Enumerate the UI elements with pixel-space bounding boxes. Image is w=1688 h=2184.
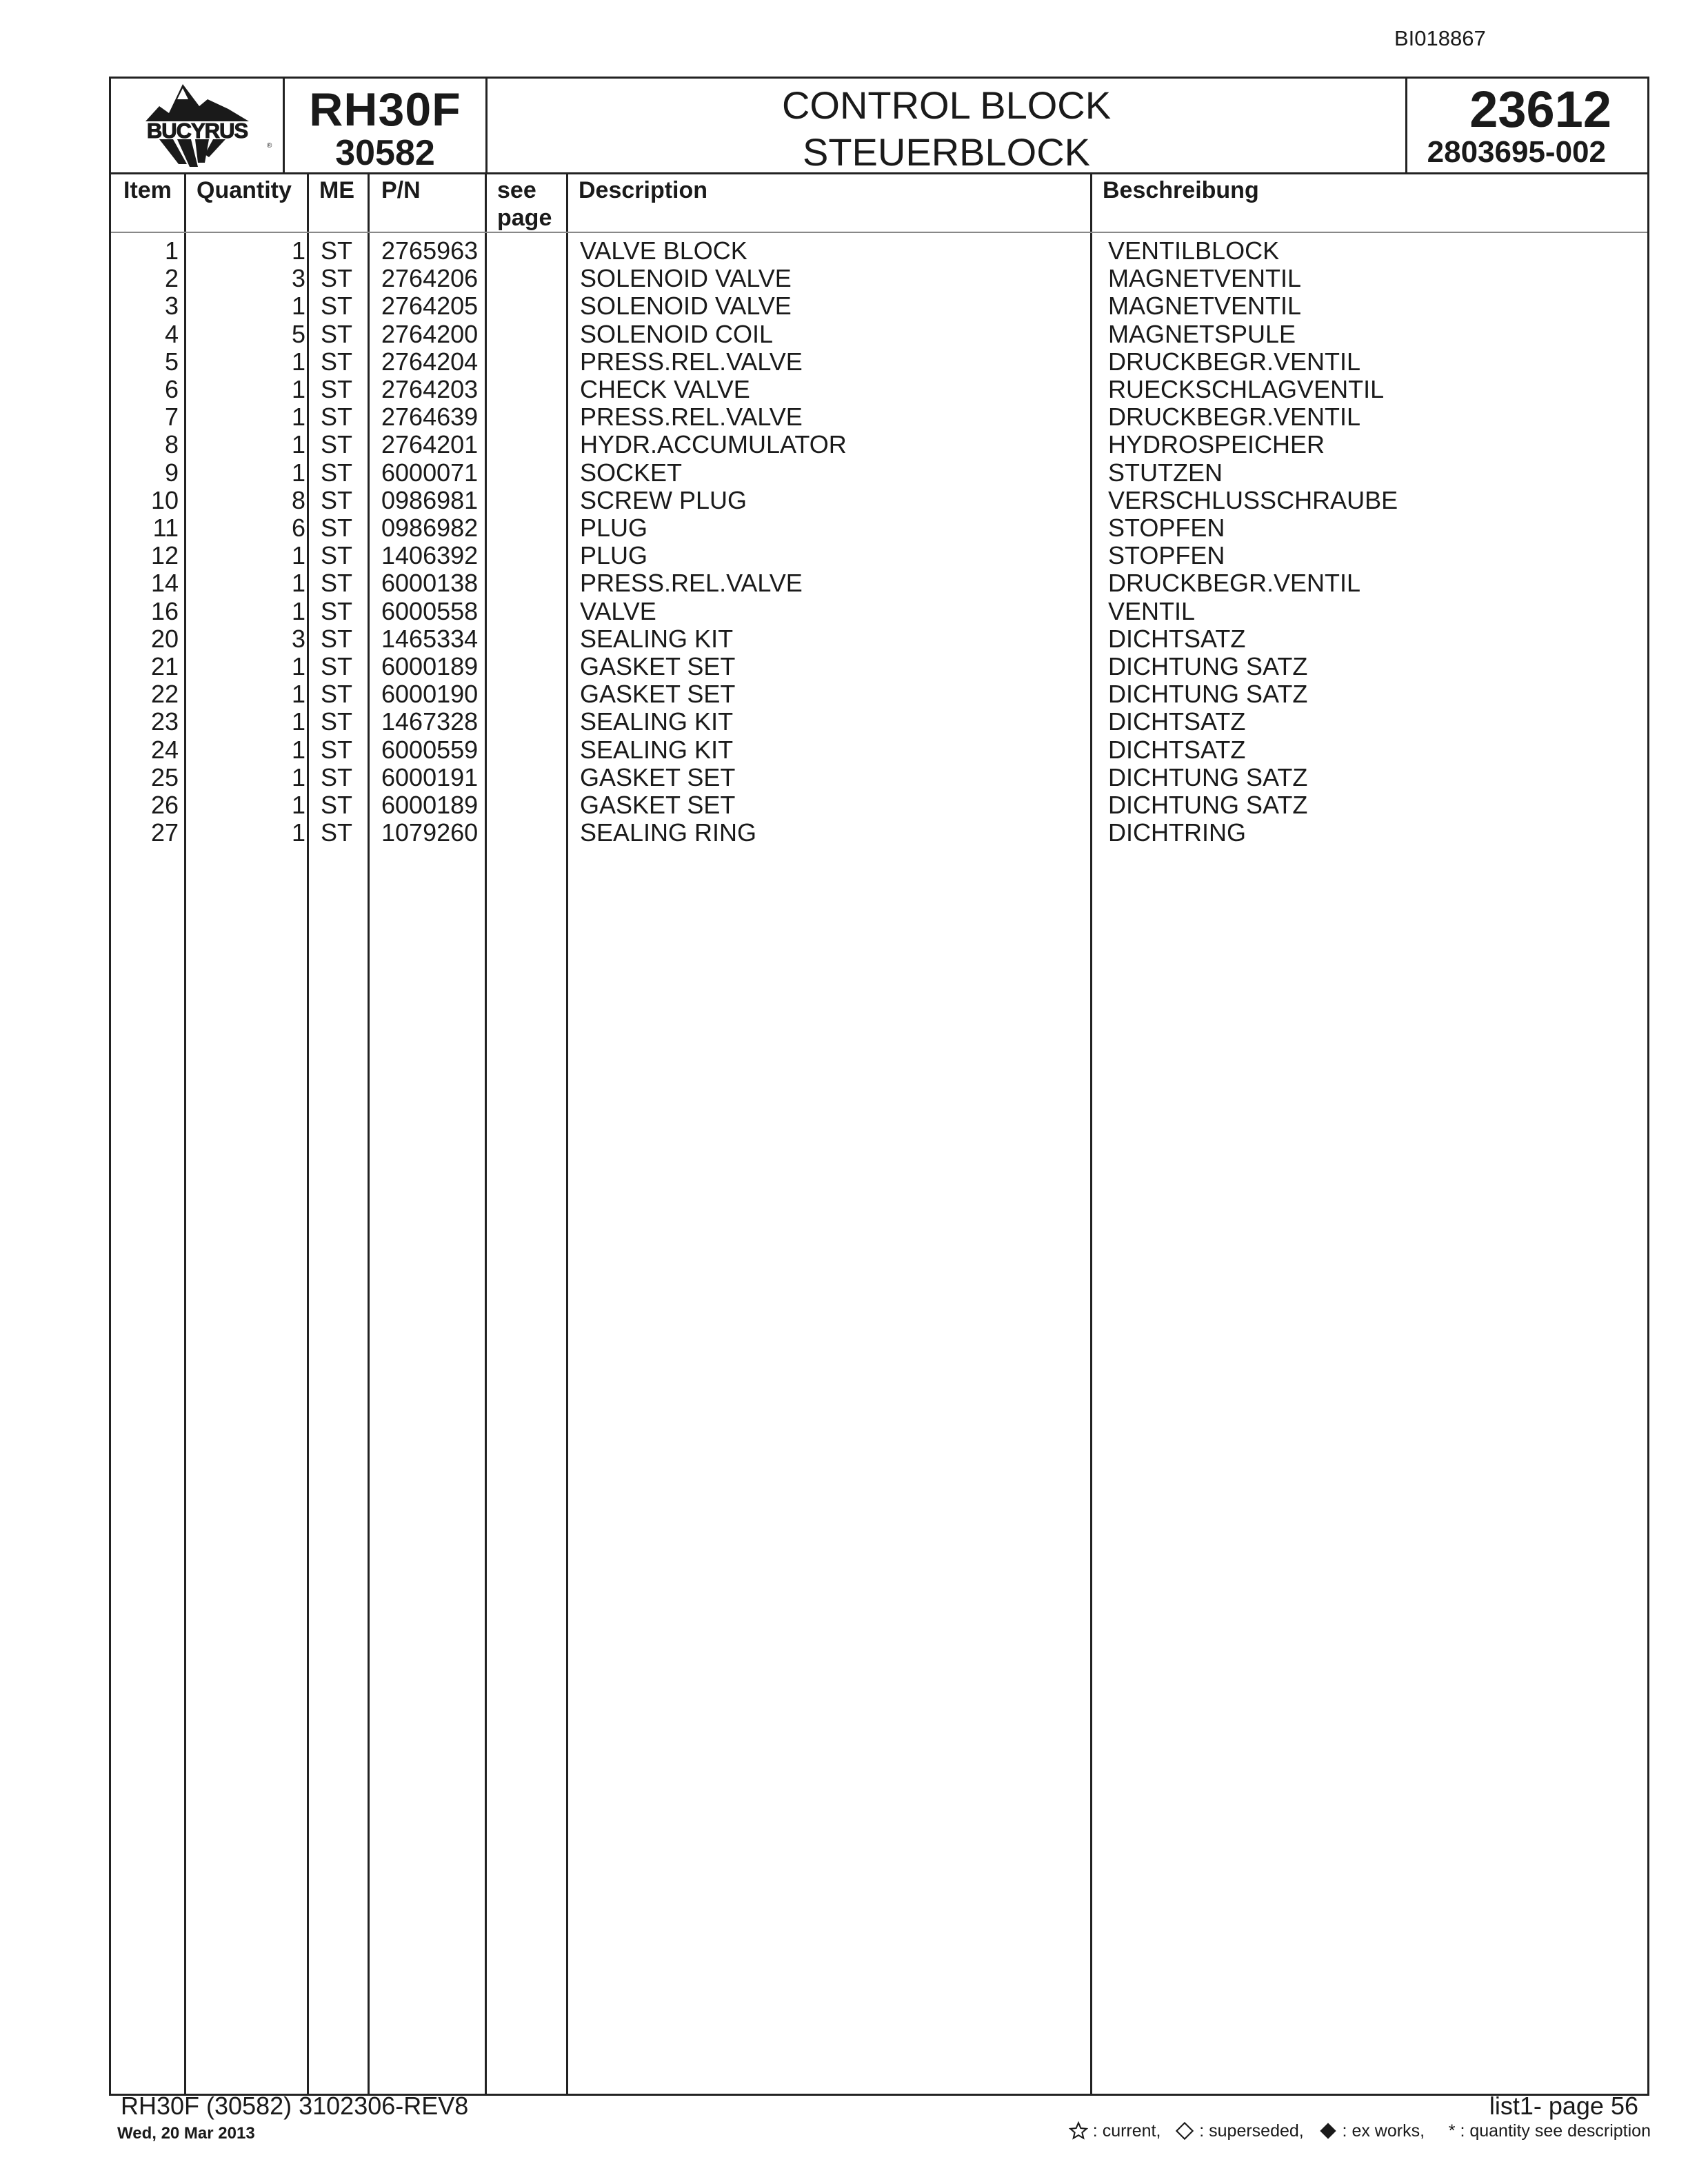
table-row [111,514,1647,542]
row-item: 4 [164,319,179,348]
table-row [111,708,1647,736]
row-me: ST [321,514,353,542]
row-beschreibung: DICHTSATZ [1108,624,1246,653]
row-description: GASKET SET [580,762,736,791]
title-block [109,77,1649,174]
row-part-number: 1406392 [381,541,479,570]
row-me: ST [321,292,353,321]
row-description: SEALING RING [580,818,757,847]
table-row [111,292,1647,320]
row-part-number: 6000071 [381,458,479,487]
row-item: 22 [150,680,179,709]
row-description: SEALING KIT [580,624,734,653]
row-beschreibung: DICHTUNG SATZ [1108,680,1308,709]
row-part-number: 6000189 [381,652,479,680]
row-part-number: 2764201 [381,430,479,459]
row-quantity: 1 [291,458,305,487]
table-row [111,403,1647,431]
row-description: PLUG [580,541,648,570]
table-row [111,653,1647,680]
row-description: CHECK VALVE [580,375,750,403]
model-cell [285,79,488,172]
row-description: GASKET SET [580,791,736,819]
footer-date: Wed, 20 Mar 2013 [117,2124,255,2143]
row-beschreibung: DICHTSATZ [1108,735,1246,764]
row-beschreibung: VENTILBLOCK [1108,236,1280,265]
row-quantity: 5 [291,319,305,348]
row-beschreibung: MAGNETVENTIL [1108,264,1302,293]
row-item: 2 [164,264,179,293]
row-me: ST [321,458,353,487]
assembly-part-number: 2803695-002 [1427,135,1606,169]
column-header-see: see [497,177,536,203]
row-quantity: 1 [291,236,305,265]
row-beschreibung: DRUCKBEGR.VENTIL [1108,569,1361,598]
table-row [111,376,1647,403]
row-me: ST [321,319,353,348]
row-description: PLUG [580,514,648,542]
row-quantity: 1 [291,292,305,321]
footer-document-ref: RH30F (30582) 3102306-REV8 [121,2092,469,2120]
table-row [111,736,1647,764]
row-me: ST [321,762,353,791]
row-part-number: 6000189 [381,791,479,819]
row-beschreibung: STOPFEN [1108,541,1225,570]
row-item: 26 [150,791,179,819]
legend [1069,2121,1651,2141]
row-description: SCREW PLUG [580,485,747,514]
row-beschreibung: STUTZEN [1108,458,1223,487]
row-quantity: 1 [291,818,305,847]
row-quantity: 3 [291,624,305,653]
row-beschreibung: DICHTSATZ [1108,707,1246,736]
row-item: 27 [150,818,179,847]
row-description: SEALING KIT [580,735,734,764]
row-item: 20 [150,624,179,653]
row-item: 11 [152,514,179,542]
svg-text:BUCYRUS: BUCYRUS [146,119,248,143]
row-part-number: 0986981 [381,485,479,514]
page-title-german: STEUERBLOCK [803,130,1090,174]
row-beschreibung: HYDROSPEICHER [1108,430,1325,459]
row-me: ST [321,541,353,570]
row-quantity: 1 [291,596,305,625]
row-item: 24 [150,735,179,764]
row-quantity: 1 [291,791,305,819]
row-quantity: 3 [291,264,305,293]
legend-quantity: * : quantity see description [1448,2121,1651,2141]
row-item: 21 [150,652,179,680]
table-row [111,598,1647,625]
row-beschreibung: STOPFEN [1108,514,1225,542]
row-description: PRESS.REL.VALVE [580,569,803,598]
row-me: ST [321,347,353,376]
row-quantity: 1 [291,652,305,680]
row-part-number: 2764205 [381,292,479,321]
footer-page-number: list1- page 56 [1489,2092,1638,2120]
row-description: GASKET SET [580,680,736,709]
row-part-number: 2764206 [381,264,479,293]
row-item: 10 [150,485,179,514]
row-part-number: 6000191 [381,762,479,791]
row-description: SEALING KIT [580,707,734,736]
row-item: 6 [164,375,179,403]
column-header-see-page [497,176,552,232]
document-id: BI018867 [1394,26,1486,50]
row-part-number: 6000190 [381,680,479,709]
row-me: ST [321,264,353,293]
row-beschreibung: MAGNETVENTIL [1108,292,1302,321]
table-row [111,542,1647,569]
table-row [111,431,1647,458]
row-beschreibung: DRUCKBEGR.VENTIL [1108,347,1361,376]
row-item: 25 [150,762,179,791]
number-cell [1407,79,1647,172]
table-row [111,680,1647,708]
row-me: ST [321,680,353,709]
legend-current: : current, [1092,2121,1161,2141]
row-description: VALVE BLOCK [580,236,747,265]
row-quantity: 6 [291,514,305,542]
row-me: ST [321,624,353,653]
row-description: HYDR.ACCUMULATOR [580,430,847,459]
legend-superseded: : superseded, [1199,2121,1304,2141]
column-header-pn: P/N [381,177,421,203]
row-me: ST [321,735,353,764]
row-quantity: 1 [291,762,305,791]
row-me: ST [321,375,353,403]
row-beschreibung: MAGNETSPULE [1108,319,1296,348]
row-description: SOLENOID COIL [580,319,774,348]
row-part-number: 2764200 [381,319,479,348]
row-item: 23 [150,707,179,736]
row-beschreibung: DICHTUNG SATZ [1108,762,1308,791]
table-row [111,265,1647,292]
row-part-number: 1079260 [381,818,479,847]
row-beschreibung: VENTIL [1108,596,1196,625]
bucyrus-logo [111,79,281,172]
legend-ex-works: : ex works, [1342,2121,1425,2141]
row-description: GASKET SET [580,652,736,680]
column-header-description: Description [579,177,708,203]
svg-text:®: ® [267,142,272,150]
model-serial: 30582 [335,133,435,173]
row-quantity: 1 [291,680,305,709]
table-row [111,764,1647,791]
group-number: 23612 [1469,81,1611,138]
row-me: ST [321,403,353,432]
row-item: 16 [150,596,179,625]
row-part-number: 2764639 [381,403,479,432]
row-item: 8 [164,430,179,459]
row-part-number: 6000558 [381,596,479,625]
row-beschreibung: VERSCHLUSSCHRAUBE [1108,485,1398,514]
row-beschreibung: DICHTUNG SATZ [1108,791,1308,819]
table-row [111,819,1647,847]
title-cell [488,79,1407,172]
table-row [111,348,1647,376]
table-row [111,321,1647,348]
row-item: 3 [164,292,179,321]
row-item: 1 [164,236,179,265]
column-header-item: Item [123,177,172,203]
row-beschreibung: RUECKSCHLAGVENTIL [1108,375,1385,403]
table-row [111,791,1647,819]
row-description: SOCKET [580,458,683,487]
row-me: ST [321,791,353,819]
row-part-number: 2764203 [381,375,479,403]
row-item: 7 [164,403,179,432]
star-outline-icon [1069,2121,1088,2141]
table-row [111,459,1647,487]
column-header-page: page [497,205,552,231]
row-me: ST [321,569,353,598]
row-description: PRESS.REL.VALVE [580,403,803,432]
column-header-me: ME [319,177,354,203]
diamond-outline-icon [1175,2121,1194,2141]
row-me: ST [321,707,353,736]
row-part-number: 6000138 [381,569,479,598]
row-part-number: 6000559 [381,735,479,764]
row-quantity: 8 [291,485,305,514]
row-item: 5 [164,347,179,376]
table-row [111,237,1647,265]
row-part-number: 0986982 [381,514,479,542]
diamond-filled-icon [1318,2121,1338,2141]
row-quantity: 1 [291,541,305,570]
row-me: ST [321,652,353,680]
row-quantity: 1 [291,735,305,764]
row-quantity: 1 [291,403,305,432]
row-quantity: 1 [291,430,305,459]
row-item: 12 [150,541,179,570]
row-description: SOLENOID VALVE [580,264,792,293]
header-rule [111,232,1647,233]
column-header-quantity: Quantity [197,177,292,203]
row-me: ST [321,236,353,265]
row-item: 9 [164,458,179,487]
row-me: ST [321,485,353,514]
row-quantity: 1 [291,347,305,376]
row-beschreibung: DRUCKBEGR.VENTIL [1108,403,1361,432]
table-row [111,569,1647,597]
row-beschreibung: DICHTUNG SATZ [1108,652,1308,680]
row-quantity: 1 [291,707,305,736]
table-row [111,487,1647,514]
row-me: ST [321,596,353,625]
row-quantity: 1 [291,375,305,403]
page-title-english: CONTROL BLOCK [781,83,1112,127]
parts-table [109,174,1649,2096]
row-description: SOLENOID VALVE [580,292,792,321]
row-me: ST [321,818,353,847]
column-header-beschreibung: Beschreibung [1103,177,1259,203]
row-beschreibung: DICHTRING [1108,818,1246,847]
model-name: RH30F [309,83,461,136]
row-part-number: 1467328 [381,707,479,736]
row-item: 14 [150,569,179,598]
row-quantity: 1 [291,569,305,598]
row-description: VALVE [580,596,656,625]
row-part-number: 2765963 [381,236,479,265]
row-part-number: 1465334 [381,624,479,653]
table-row [111,625,1647,653]
row-description: PRESS.REL.VALVE [580,347,803,376]
row-me: ST [321,430,353,459]
row-part-number: 2764204 [381,347,479,376]
logo-cell [111,79,285,172]
